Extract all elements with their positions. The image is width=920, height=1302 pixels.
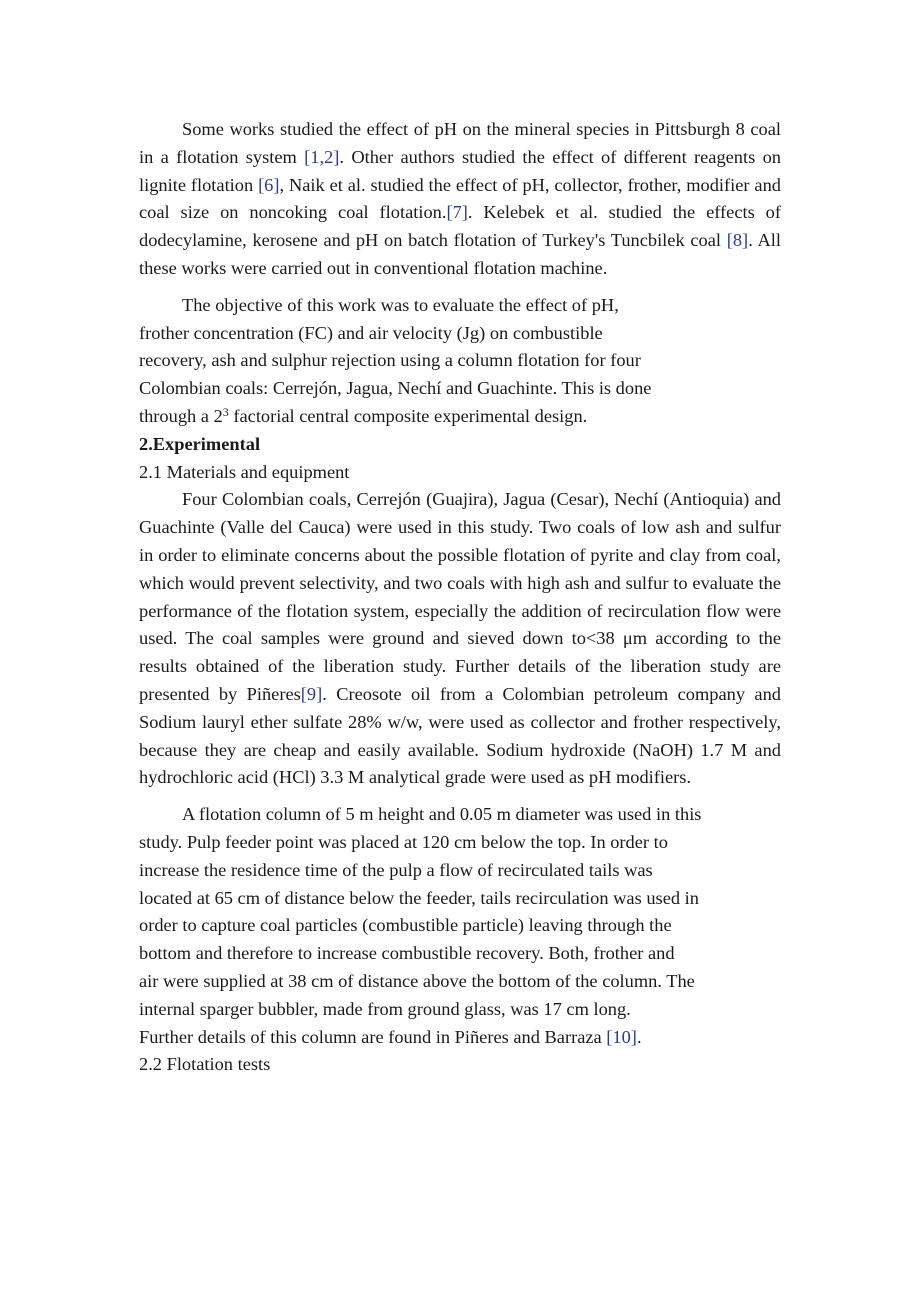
text-line: through a 2 [139, 405, 223, 426]
text-line: frother concentration (FC) and air velocity (Jg) on combustible [139, 322, 603, 343]
text-line: The objective of this work was to evaluate the effect of pH, [182, 294, 619, 315]
paragraph-materials [139, 486, 781, 792]
citation-link[interactable]: [1,2] [304, 146, 340, 167]
text-line: Further details of this column are found in Piñeres and Barraza [139, 1026, 607, 1047]
citation-link[interactable]: [8] [726, 230, 749, 251]
text-line: factorial central composite experimental design. [228, 405, 588, 426]
citation-link[interactable]: [9] [300, 683, 323, 704]
text-line: order to capture coal particles (combustible particle) leaving through the [139, 915, 672, 936]
document-page [139, 116, 781, 1079]
text-line: bottom and therefore to increase combustible recovery. Both, frother and [139, 943, 675, 964]
citation-link[interactable]: [10] [606, 1026, 637, 1047]
text-run: Some works studied the effect of pH on the mineral species in Pittsburgh 8 coal in a flotation system [139, 119, 781, 167]
text-run: . All these works were carried out in conventional flotation machine. [139, 230, 781, 278]
text-run: . Kelebek et al. studied the effects of dodecylamine, kerosene and pH on batch flotation of Turkey's Tuncbilek coal [139, 202, 782, 251]
text-run: Four Colombian coals, Cerrejón (Guajira), Jagua (Cesar), Nechí (Antioquia) and Guachinte (Valle del Cauca) were used in this study. Two coals of low ash and sulfur in order to eliminate concerns about the possible flotation of pyrite and clay from coal, which would prevent selectivity, and two coals with high ash and sulfur to evaluate the performance of the flotation system, especially the addition of recirculation flow were used. The coal samples were ground and sieved down to<38 μm according to the results obtained of the liberation study. Further details of the liberation study are presented by Piñeres [139, 489, 781, 704]
subsection-heading-flotation-tests: 2.2 Flotation tests [139, 1054, 271, 1075]
text-line: air were supplied at 38 cm of distance above the bottom of the column. The [139, 970, 695, 991]
text-line: increase the residence time of the pulp a flow of recirculated tails was [139, 859, 653, 880]
text-line: located at 65 cm of distance below the feeder, tails recirculation was used in [139, 887, 699, 908]
paragraph-objective [139, 292, 781, 431]
text-line: internal sparger bubbler, made from ground glass, was 17 cm long. [139, 998, 631, 1019]
text-line: Colombian coals: Cerrejón, Jagua, Nechí and Guachinte. This is done [139, 378, 652, 399]
text-line: recovery, ash and sulphur rejection using a column flotation for four [139, 350, 641, 371]
section-heading: 2.Experimental [139, 433, 261, 454]
paragraph-intro-works [139, 116, 781, 283]
citation-link[interactable]: [6] [258, 174, 280, 195]
citation-link[interactable]: [7] [446, 202, 468, 223]
subsection-heading-materials: 2.1 Materials and equipment [139, 461, 350, 482]
text-run: . [636, 1026, 642, 1047]
paragraph-column [139, 801, 781, 1051]
text-run: , Naik et al. studied the effect of pH, collector, frother, modifier and coal size on noncoking coal flotation. [139, 174, 781, 223]
text-run: . Other authors studied the effect of different reagents on lignite flotation [139, 146, 781, 195]
text-line: A flotation column of 5 m height and 0.05 m diameter was used in this [182, 804, 702, 825]
text-line: study. Pulp feeder point was placed at 120 cm below the top. In order to [139, 831, 668, 852]
text-run: . Creosote oil from a Colombian petroleum company and Sodium lauryl ether sulfate 28% w/w, were used as collector and frother respectively, because they are cheap and easily available. Sodium hydroxide (NaOH) 1.7 M and hydrochloric acid (HCl) 3.3 M analytical grade were used as pH modifiers. [139, 683, 781, 788]
superscript: 3 [222, 404, 229, 419]
